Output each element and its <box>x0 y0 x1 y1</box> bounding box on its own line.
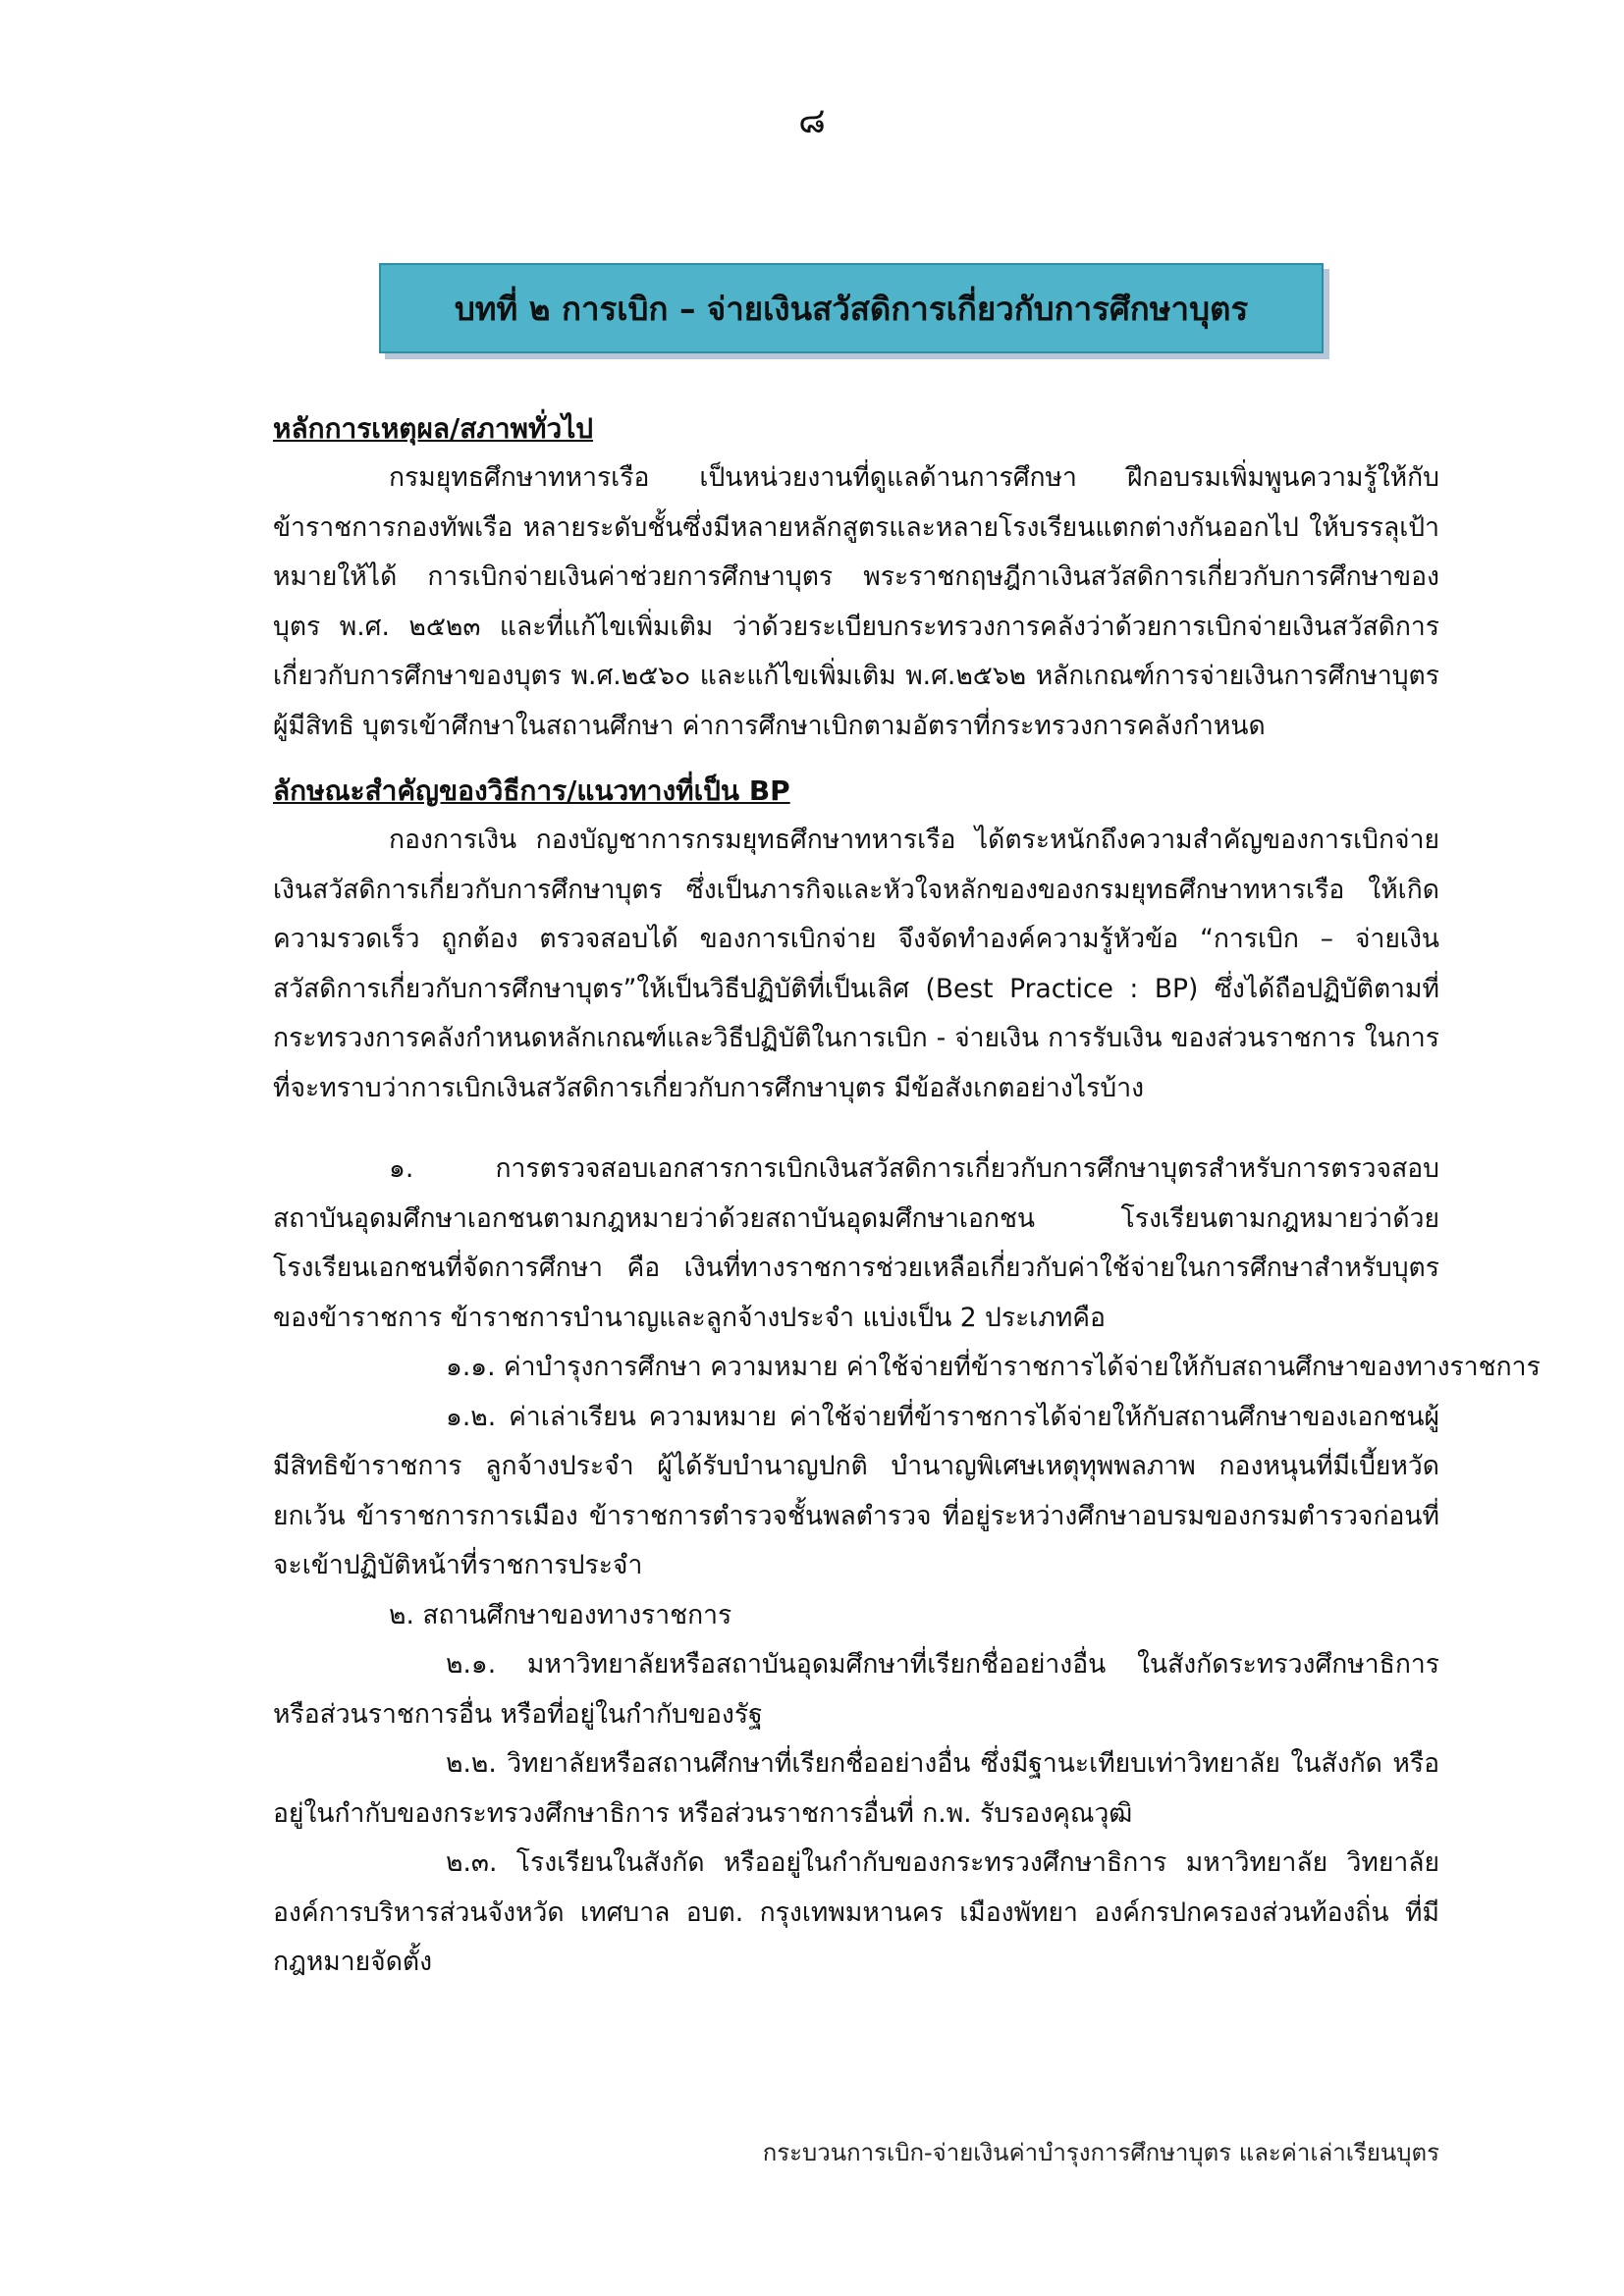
chapter-title: บทที่ ๒ การเบิก – จ่ายเงินสวัสดิการเกี่ยวกับการศึกษาบุตร <box>454 289 1249 328</box>
item-2-3-text: ๒.๓. โรงเรียนในสังกัด หรืออยู่ในกำกับของกระทรวงศึกษาธิการ มหาวิทยาลัย วิทยาลัย องค์การบริหารส่วนจังหวัด เทศบาล อบต. กรุงเทพมหานคร เมืองพัทยา องค์กรปกครองส่วนท้องถิ่น ที่มีกฎหมายจัดตั้ง <box>273 1847 1439 1977</box>
item-2-1-text: ๒.๑. มหาวิทยาลัยหรือสถาบันอุดมศึกษาที่เรียกชื่ออย่างอื่น ในสังกัดระทรวงศึกษาธิการหรือส่วนราชการอื่น หรือที่อยู่ในกำกับของรัฐ <box>273 1649 1439 1730</box>
item-1-text: ๑. การตรวจสอบเอกสารการเบิกเงินสวัสดิการเกี่ยวกับการศึกษาบุตรสำหรับการตรวจสอบสถาบันอุดมศึกษาเอกชนตามกฎหมายว่าด้วยสถาบันอุดมศึกษาเอกชน โรงเรียนตามกฎหมายว่าด้วยโรงเรียนเอกชนที่จัดการศึกษา คือ เงินที่ทางราชการช่วยเหลือเกี่ยวกับค่าใช้จ่ายในการศึกษาสำหรับบุตรของข้าราชการ ข้าราชการบำนาญและลูกจ้างประจำ แบ่งเป็น 2 ประเภทคือ <box>273 1153 1439 1333</box>
document-body <box>273 404 1541 1988</box>
section-heading-best-practice: ลักษณะสำคัญของวิธีการ/แนวทางที่เป็น BP <box>273 774 790 807</box>
page-number: ๘ <box>798 101 826 141</box>
item-1-2-text: ๑.๒. ค่าเล่าเรียน ความหมาย ค่าใช้จ่ายที่ข้าราชการได้จ่ายให้กับสถานศึกษาของเอกชนผู้มีสิทธิข้าราชการ ลูกจ้างประจำ ผู้ได้รับบำนาญปกติ บำนาญพิเศษเหตุทุพพลภาพ กองหนุนที่มีเบี้ยหวัด ยกเว้น ข้าราชการการเมือง ข้าราชการตำรวจชั้นพลตำรวจ ที่อยู่ระหว่างศึกษาอบรมของกรมตำรวจก่อนที่จะเข้าปฏิบัติหน้าที่ราชการประจำ <box>273 1401 1439 1580</box>
page-footer: กระบวนการเบิก-จ่ายเงินค่าบำรุงการศึกษาบุตร และค่าเล่าเรียนบุตร <box>762 2139 1439 2166</box>
best-practice-paragraph: กองการเงิน กองบัญชาการกรมยุทธศึกษาทหารเรือ ได้ตระหนักถึงความสำคัญของการเบิกจ่ายเงินสวัสดิการเกี่ยวกับการศึกษาบุตร ซึ่งเป็นภารกิจและหัวใจหลักของของกรมยุทธศึกษาทหารเรือ ให้เกิดความรวดเร็ว ถูกต้อง ตรวจสอบได้ ของการเบิกจ่าย จึงจัดทำองค์ความรู้หัวข้อ “การเบิก – จ่ายเงินสวัสดิการเกี่ยวกับการศึกษาบุตร”ให้เป็นวิธีปฏิบัติที่เป็นเลิศ (Best Practice : BP) ซึ่งได้ถือปฏิบัติตามที่กระทรวงการคลังกำหนดหลักเกณฑ์และวิธีปฏิบัติในการเบิก - จ่ายเงิน การรับเงิน ของส่วนราชการ ในการที่จะทราบว่าการเบิกเงินสวัสดิการเกี่ยวกับการศึกษาบุตร มีข้อสังเกตอย่างไรบ้าง <box>273 825 1439 1103</box>
item-2-text: ๒. สถานศึกษาของทางราชการ <box>389 1599 732 1630</box>
item-2-2-text: ๒.๒. วิทยาลัยหรือสถานศึกษาที่เรียกชื่ออย่างอื่น ซึ่งมีฐานะเทียบเท่าวิทยาลัย ในสังกัด หรืออยู่ในกำกับของกระทรวงศึกษาธิการ หรือส่วนราชการอื่นที่ ก.พ. รับรองคุณวุฒิ <box>273 1748 1439 1829</box>
chapter-title-box <box>379 263 1324 353</box>
item-1-1-text: ๑.๑. ค่าบำรุงการศึกษา ความหมาย ค่าใช้จ่ายที่ข้าราชการได้จ่ายให้กับสถานศึกษาของทางราชการ <box>446 1352 1541 1382</box>
section-heading-rationale: หลักการเหตุผล/สภาพทั่วไป <box>273 412 594 445</box>
rationale-paragraph: กรมยุทธศึกษาทหารเรือ เป็นหน่วยงานที่ดูแลด้านการศึกษา ฝึกอบรมเพิ่มพูนความรู้ให้กับข้าราชการกองทัพเรือ หลายระดับชั้นซึ่งมีหลายหลักสูตรและหลายโรงเรียนแตกต่างกันออกไป ให้บรรลุเป้าหมายให้ได้ การเบิกจ่ายเงินค่าช่วยการศึกษาบุตร พระราชกฤษฎีกาเงินสวัสดิการเกี่ยวกับการศึกษาของบุตร พ.ศ. ๒๕๒๓ และที่แก้ไขเพิ่มเติม ว่าด้วยระเบียบกระทรวงการคลังว่าด้วยการเบิกจ่ายเงินสวัสดิการเกี่ยวกับการศึกษาของบุตร พ.ศ.๒๕๖๐ และแก้ไขเพิ่มเติม พ.ศ.๒๕๖๒ หลักเกณฑ์การจ่ายเงินการศึกษาบุตร ผู้มีสิทธิ บุตรเข้าศึกษาในสถานศึกษา ค่าการศึกษาเบิกตามอัตราที่กระทรวงการคลังกำหนด <box>273 462 1439 741</box>
